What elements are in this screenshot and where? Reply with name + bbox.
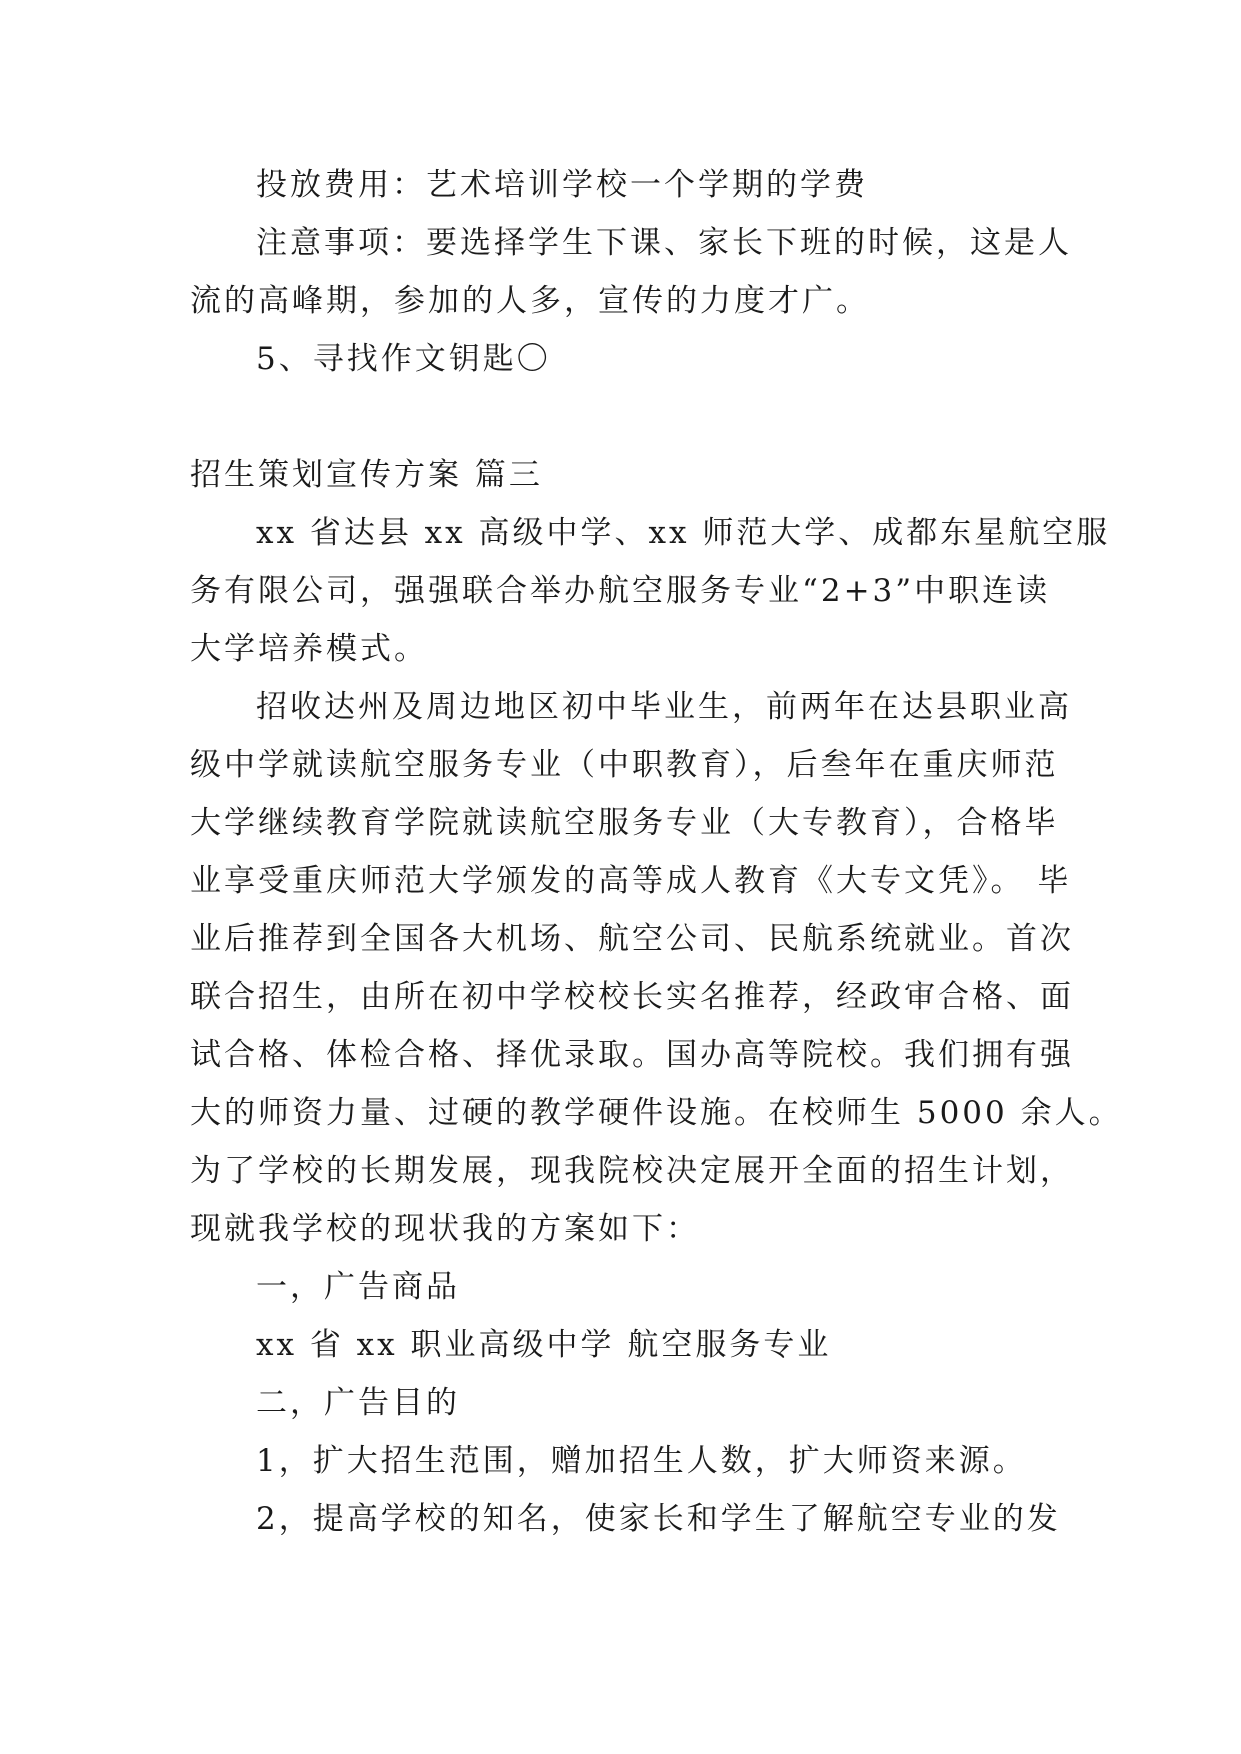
- text-line: 级中学就读航空服务专业（中职教育），后叁年在重庆师范: [190, 747, 1059, 783]
- text-line: 注意事项：要选择学生下课、家长下班的时候，这是人: [256, 225, 1072, 261]
- text-line: 大学培养模式。: [190, 631, 428, 667]
- text-line: 二，广告目的: [256, 1385, 460, 1421]
- text-line: 招收达州及周边地区初中毕业生，前两年在达县职业高: [256, 689, 1072, 725]
- section-heading: 招生策划宣传方案 篇三: [190, 457, 543, 493]
- text-line: 试合格、体检合格、择优录取。国办高等院校。我们拥有强: [190, 1037, 1074, 1073]
- text-line: 务有限公司，强强联合举办航空服务专业“2+3”中职连读: [190, 573, 1051, 609]
- text-line: 大学继续教育学院就读航空服务专业（大专教育），合格毕: [190, 805, 1059, 841]
- text-line: 1，扩大招生范围，赠加招生人数，扩大师资来源。: [256, 1443, 1027, 1479]
- text-line: 一，广告商品: [256, 1269, 460, 1305]
- text-line: 2，提高学校的知名，使家长和学生了解航空专业的发: [256, 1501, 1061, 1537]
- text-line: xx 省 xx 职业高级中学 航空服务专业: [256, 1327, 832, 1363]
- text-line: 流的高峰期，参加的人多，宣传的力度才广。: [190, 283, 870, 319]
- text-line: 为了学校的长期发展，现我院校决定展开全面的招生计划，: [190, 1153, 1074, 1189]
- text-line: 现就我学校的现状我的方案如下：: [190, 1211, 700, 1247]
- text-line: 大的师资力量、过硬的教学硬件设施。在校师生 5000 余人。: [190, 1095, 1123, 1131]
- text-line: 投放费用：艺术培训学校一个学期的学费: [256, 167, 868, 203]
- text-line: xx 省达县 xx 高级中学、xx 师范大学、成都东星航空服: [256, 515, 1111, 551]
- text-line: 业后推荐到全国各大机场、航空公司、民航系统就业。首次: [190, 921, 1074, 957]
- text-line: 5、寻找作文钥匙〇: [256, 341, 551, 377]
- text-line: 联合招生，由所在初中学校校长实名推荐，经政审合格、面: [190, 979, 1074, 1015]
- text-line: 业享受重庆师范大学颁发的高等成人教育《大专文凭》。 毕: [190, 863, 1072, 899]
